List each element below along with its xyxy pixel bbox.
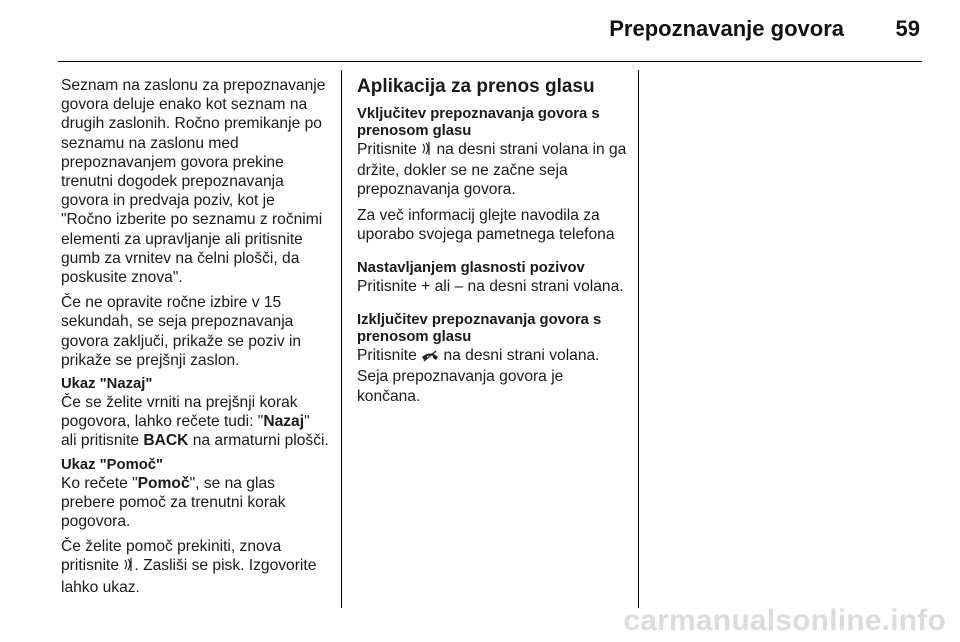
page-title: Prepoznavanje govora [609,16,844,41]
plus-icon: + [421,278,431,296]
back-key-label: BACK [143,432,189,450]
text-run: na desni strani volana in ga držite, dokler se ne začne seja prepoznavanja govora. [357,141,627,199]
text-run: ali [430,278,455,296]
column-divider-right [638,70,639,608]
text-run: Pritisnite [357,278,422,296]
back-command-text [61,393,329,451]
section-heading: Aplikacija za prenos glasu [357,76,595,97]
text-run: " ali pritisnite [61,413,310,450]
page-number: 59 [895,16,920,41]
disable-voice-pass-thru-text [357,346,629,406]
voice-command-icon [123,557,134,577]
enable-voice-pass-thru-text [357,140,629,200]
spacer [357,250,629,260]
enable-voice-pass-thru-heading: Vključitev prepoznavanja govora s prenosom glasu [357,106,600,139]
paragraph-timeout: Če ne opravite ročne izbire v 15 sekundah, se seja prepoznavanja govora zaključi, prikaže se poziv in prikaže se prejšnji zaslon. [61,294,302,369]
text-run: Če želite pomoč prekiniti, znova pritisnite [61,538,282,575]
help-command-text [61,474,329,532]
text-run: Če se želite vrniti na prejšnji korak pogovora, lahko rečete tudi: " [61,394,298,431]
phone-hangup-icon [421,348,439,367]
help-command-heading: Ukaz "Pomoč" [61,456,164,473]
spacer [357,302,629,312]
text-run: ", se na glas prebere pomoč za trenutni korak pogovora. [61,474,286,531]
prompt-volume-heading: Nastavljanjem glasnosti pozivov [357,260,585,277]
page-header [0,0,960,64]
text-run: . Zasliši se pisk. Izgovorite lahko ukaz. [61,557,317,596]
minus-icon: – [454,278,464,296]
smartphone-manual-note: Za več informacij glejte navodila za uporabo svojega pametnega telefona [357,206,615,243]
disable-voice-pass-thru-heading: Izključitev prepoznavanja govora s prenosom glasu [357,312,602,346]
watermark: carmanualsonline.info [623,604,946,637]
help-interrupt-text [61,537,329,597]
left-column [61,76,329,603]
paragraph-list-navigation: Seznam na zaslonu za prepoznavanje govora deluje enako kot seznam na drugih zaslonih. Ročno premikanje po seznamu na zaslonu med prepoznavanjem govora prekine trenutni dogodek prepoznavanja govora in predvaja poziv, kot je "Ročno izberite po seznamu z ročnimi elementi za upravljanje ali pritisnite gumb za vrnitev na čelni plošči, da poskusite znova". [61,77,326,287]
back-command-heading: Ukaz "Nazaj" [61,376,153,393]
text-run: Pritisnite [357,141,422,158]
help-word: Pomoč [137,474,190,492]
column-divider-left [341,70,342,608]
voice-command-icon [421,141,432,161]
text-run: Ko rečete " [61,474,138,492]
prompt-volume-text [357,277,629,296]
text-run: na desni strani volana. [463,278,624,296]
middle-column [357,76,629,412]
header-divider [58,61,922,62]
text-run: na desni strani volana. Seja prepoznavanja govora je končana. [357,347,600,405]
text-run: na armaturni plošči. [188,432,329,450]
text-run: Pritisnite [357,347,422,365]
back-word: Nazaj [263,413,305,431]
